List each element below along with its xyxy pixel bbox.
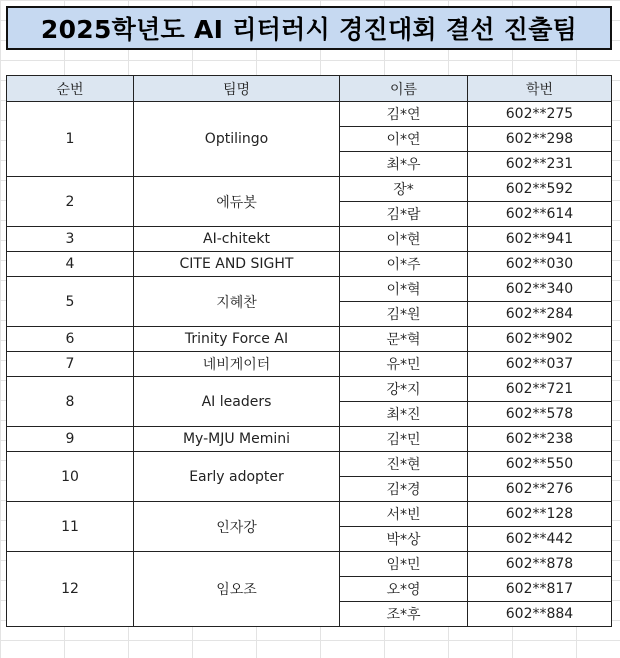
- table-row: [7, 327, 612, 352]
- student-id-cell: 602**442: [468, 527, 612, 552]
- team-number-cell: 6: [7, 327, 134, 352]
- finalist-table: [6, 75, 612, 627]
- header-student-id: 학번: [468, 76, 612, 102]
- student-id-cell: 602**721: [468, 377, 612, 402]
- student-id-cell: 602**275: [468, 102, 612, 127]
- member-name-cell: 김*람: [340, 202, 468, 227]
- student-id-cell: 602**030: [468, 252, 612, 277]
- member-name-cell: 최*우: [340, 152, 468, 177]
- student-id-cell: 602**128: [468, 502, 612, 527]
- team-number-cell: 2: [7, 177, 134, 227]
- header-number: 순번: [7, 76, 134, 102]
- team-name-cell: 네비게이터: [134, 352, 340, 377]
- team-number-cell: 11: [7, 502, 134, 552]
- team-name-cell: Trinity Force AI: [134, 327, 340, 352]
- student-id-cell: 602**817: [468, 577, 612, 602]
- team-name-cell: CITE AND SIGHT: [134, 252, 340, 277]
- member-name-cell: 이*연: [340, 127, 468, 152]
- table-row: [7, 377, 612, 402]
- member-name-cell: 박*상: [340, 527, 468, 552]
- table-row: [7, 102, 612, 127]
- student-id-cell: 602**878: [468, 552, 612, 577]
- team-number-cell: 7: [7, 352, 134, 377]
- member-name-cell: 이*혁: [340, 277, 468, 302]
- member-name-cell: 서*빈: [340, 502, 468, 527]
- member-name-cell: 진*현: [340, 452, 468, 477]
- header-row: [7, 76, 612, 102]
- member-name-cell: 김*민: [340, 427, 468, 452]
- member-name-cell: 임*민: [340, 552, 468, 577]
- table-row: [7, 352, 612, 377]
- header-member-name: 이름: [340, 76, 468, 102]
- member-name-cell: 최*진: [340, 402, 468, 427]
- member-name-cell: 김*연: [340, 102, 468, 127]
- member-name-cell: 강*지: [340, 377, 468, 402]
- team-number-cell: 12: [7, 552, 134, 627]
- member-name-cell: 조*후: [340, 602, 468, 627]
- member-name-cell: 오*영: [340, 577, 468, 602]
- student-id-cell: 602**614: [468, 202, 612, 227]
- table-row: [7, 502, 612, 527]
- team-name-cell: My-MJU Memini: [134, 427, 340, 452]
- table-row: [7, 427, 612, 452]
- table-row: [7, 277, 612, 302]
- member-name-cell: 김*경: [340, 477, 468, 502]
- student-id-cell: 602**284: [468, 302, 612, 327]
- team-number-cell: 1: [7, 102, 134, 177]
- team-name-cell: 인자강: [134, 502, 340, 552]
- team-number-cell: 4: [7, 252, 134, 277]
- table-row: [7, 227, 612, 252]
- team-number-cell: 10: [7, 452, 134, 502]
- team-number-cell: 8: [7, 377, 134, 427]
- team-number-cell: 5: [7, 277, 134, 327]
- table-row: [7, 452, 612, 477]
- student-id-cell: 602**231: [468, 152, 612, 177]
- member-name-cell: 김*원: [340, 302, 468, 327]
- team-name-cell: Optilingo: [134, 102, 340, 177]
- student-id-cell: 602**578: [468, 402, 612, 427]
- student-id-cell: 602**592: [468, 177, 612, 202]
- student-id-cell: 602**037: [468, 352, 612, 377]
- student-id-cell: 602**340: [468, 277, 612, 302]
- team-name-cell: 임오조: [134, 552, 340, 627]
- student-id-cell: 602**884: [468, 602, 612, 627]
- student-id-cell: 602**550: [468, 452, 612, 477]
- page-title: 2025학년도 AI 리터러시 경진대회 결선 진출팀: [6, 6, 612, 50]
- member-name-cell: 문*혁: [340, 327, 468, 352]
- team-number-cell: 9: [7, 427, 134, 452]
- team-name-cell: 에듀봇: [134, 177, 340, 227]
- member-name-cell: 장*: [340, 177, 468, 202]
- member-name-cell: 유*민: [340, 352, 468, 377]
- team-number-cell: 3: [7, 227, 134, 252]
- team-name-cell: Early adopter: [134, 452, 340, 502]
- team-name-cell: AI-chitekt: [134, 227, 340, 252]
- student-id-cell: 602**298: [468, 127, 612, 152]
- member-name-cell: 이*주: [340, 252, 468, 277]
- table-row: [7, 177, 612, 202]
- student-id-cell: 602**902: [468, 327, 612, 352]
- team-name-cell: 지혜찬: [134, 277, 340, 327]
- table-row: [7, 552, 612, 577]
- student-id-cell: 602**941: [468, 227, 612, 252]
- student-id-cell: 602**276: [468, 477, 612, 502]
- team-name-cell: AI leaders: [134, 377, 340, 427]
- table-body: [7, 102, 612, 627]
- member-name-cell: 이*현: [340, 227, 468, 252]
- header-team-name: 팀명: [134, 76, 340, 102]
- student-id-cell: 602**238: [468, 427, 612, 452]
- table-row: [7, 252, 612, 277]
